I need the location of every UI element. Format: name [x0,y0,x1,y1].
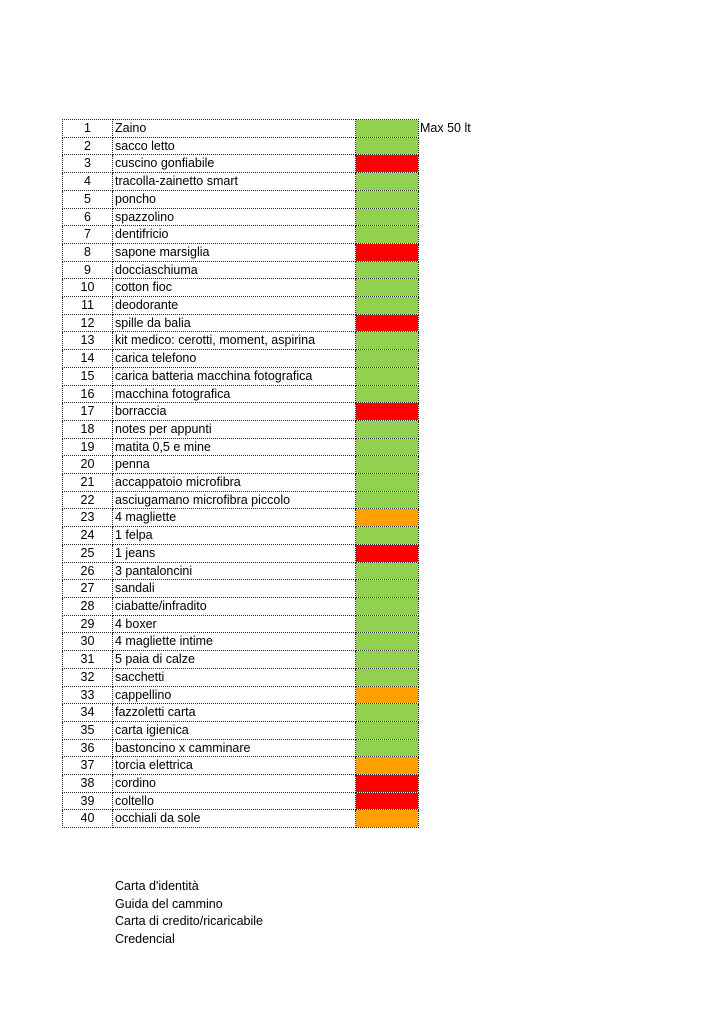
item-number: 37 [63,757,113,775]
item-number: 40 [63,810,113,828]
table-row [63,243,419,261]
status-cell [356,509,419,527]
item-name: sacco letto [113,137,356,155]
status-cell [356,261,419,279]
documents-list [115,878,263,949]
item-number: 4 [63,173,113,191]
table-row [63,721,419,739]
item-number: 16 [63,385,113,403]
item-name: sapone marsiglia [113,243,356,261]
item-number: 1 [63,120,113,138]
document-item: Carta d'identità [115,879,199,893]
packing-list-table [62,119,419,828]
status-cell [356,226,419,244]
table-row [63,350,419,368]
status-cell [356,403,419,421]
table-row [63,668,419,686]
item-number: 12 [63,314,113,332]
table-row [63,137,419,155]
table-row [63,562,419,580]
item-name: notes per appunti [113,420,356,438]
item-number: 22 [63,491,113,509]
table-row [63,297,419,315]
status-cell [356,190,419,208]
table-row [63,739,419,757]
table-row [63,261,419,279]
table-row [63,208,419,226]
status-cell [356,580,419,598]
status-cell [356,137,419,155]
item-name: 4 boxer [113,615,356,633]
item-number: 14 [63,350,113,368]
table-row [63,597,419,615]
item-name: 1 felpa [113,527,356,545]
item-number: 7 [63,226,113,244]
status-cell [356,721,419,739]
item-name: docciaschiuma [113,261,356,279]
status-cell [356,350,419,368]
item-number: 19 [63,438,113,456]
item-name: dentifricio [113,226,356,244]
item-number: 6 [63,208,113,226]
item-number: 15 [63,367,113,385]
item-name: 3 pantaloncini [113,562,356,580]
status-cell [356,438,419,456]
item-name: borraccia [113,403,356,421]
item-name: carica batteria macchina fotografica [113,367,356,385]
item-number: 39 [63,792,113,810]
table-row [63,438,419,456]
item-name: ciabatte/infradito [113,597,356,615]
item-number: 8 [63,243,113,261]
table-row [63,385,419,403]
item-name: penna [113,456,356,474]
status-cell [356,775,419,793]
item-name: Zaino [113,120,356,138]
item-number: 24 [63,527,113,545]
status-cell [356,297,419,315]
item-number: 3 [63,155,113,173]
table-row [63,757,419,775]
item-name: asciugamano microfibra piccolo [113,491,356,509]
status-cell [356,544,419,562]
table-row [63,544,419,562]
item-number: 33 [63,686,113,704]
item-name: cuscino gonfiabile [113,155,356,173]
status-cell [356,757,419,775]
table-row [63,775,419,793]
item-name: spille da balia [113,314,356,332]
status-cell [356,615,419,633]
item-number: 35 [63,721,113,739]
item-number: 2 [63,137,113,155]
packing-list-body [63,120,419,828]
item-name: bastoncino x camminare [113,739,356,757]
status-cell [356,385,419,403]
item-name: cappellino [113,686,356,704]
item-name: deodorante [113,297,356,315]
status-cell [356,456,419,474]
status-cell [356,597,419,615]
item-number: 34 [63,704,113,722]
status-cell [356,243,419,261]
item-number: 5 [63,190,113,208]
item-number: 27 [63,580,113,598]
item-name: 4 magliette intime [113,633,356,651]
item-number: 31 [63,651,113,669]
item-name: 1 jeans [113,544,356,562]
table-row [63,120,419,138]
table-row [63,686,419,704]
table-row [63,190,419,208]
item-name: torcia elettrica [113,757,356,775]
status-cell [356,314,419,332]
item-number: 10 [63,279,113,297]
table-row [63,403,419,421]
table-row [63,527,419,545]
status-cell [356,633,419,651]
item-name: spazzolino [113,208,356,226]
item-name: macchina fotografica [113,385,356,403]
table-row [63,155,419,173]
item-name: cotton fioc [113,279,356,297]
table-row [63,509,419,527]
status-cell [356,279,419,297]
document-item: Credencial [115,932,175,947]
item-name: sandali [113,580,356,598]
status-cell [356,474,419,492]
table-row [63,580,419,598]
table-row [63,456,419,474]
table-row [63,651,419,669]
item-number: 20 [63,456,113,474]
status-cell [356,651,419,669]
document-item: Carta di credito/ricaricabile [115,914,263,929]
status-cell [356,739,419,757]
status-cell [356,686,419,704]
item-name: carta igienica [113,721,356,739]
item-name: carica telefono [113,350,356,368]
item-number: 28 [63,597,113,615]
table-row [63,367,419,385]
table-row [63,491,419,509]
item-name: occhiali da sole [113,810,356,828]
status-cell [356,704,419,722]
table-row [63,633,419,651]
item-name: fazzoletti carta [113,704,356,722]
item-number: 23 [63,509,113,527]
item-number: 32 [63,668,113,686]
item-number: 9 [63,261,113,279]
item-number: 38 [63,775,113,793]
item-name: coltello [113,792,356,810]
item-number: 25 [63,544,113,562]
item-number: 17 [63,403,113,421]
status-cell [356,668,419,686]
item-name: 5 paia di calze [113,651,356,669]
item-number: 13 [63,332,113,350]
status-cell [356,332,419,350]
status-cell [356,120,419,138]
status-cell [356,420,419,438]
status-cell [356,562,419,580]
item-number: 36 [63,739,113,757]
table-row [63,332,419,350]
status-cell [356,491,419,509]
table-row [63,173,419,191]
item-name: accappatoio microfibra [113,474,356,492]
item-name: cordino [113,775,356,793]
table-row [63,314,419,332]
table-row [63,704,419,722]
item-name: 4 magliette [113,509,356,527]
item-name: tracolla-zainetto smart [113,173,356,191]
table-row [63,279,419,297]
item-number: 29 [63,615,113,633]
item-name: matita 0,5 e mine [113,438,356,456]
status-cell [356,527,419,545]
status-cell [356,155,419,173]
table-row [63,226,419,244]
status-cell [356,810,419,828]
document-item: Guida del cammino [115,896,223,911]
item-number: 30 [63,633,113,651]
item-name: sacchetti [113,668,356,686]
table-row [63,810,419,828]
item-number: 21 [63,474,113,492]
item-number: 18 [63,420,113,438]
status-cell [356,792,419,810]
table-row [63,792,419,810]
status-cell [356,208,419,226]
status-cell [356,367,419,385]
table-row [63,474,419,492]
item-number: 11 [63,297,113,315]
table-row [63,615,419,633]
item-name: poncho [113,190,356,208]
capacity-note: Max 50 lt [420,121,471,135]
item-name: kit medico: cerotti, moment, aspirina [113,332,356,350]
item-number: 26 [63,562,113,580]
status-cell [356,173,419,191]
table-row [63,420,419,438]
